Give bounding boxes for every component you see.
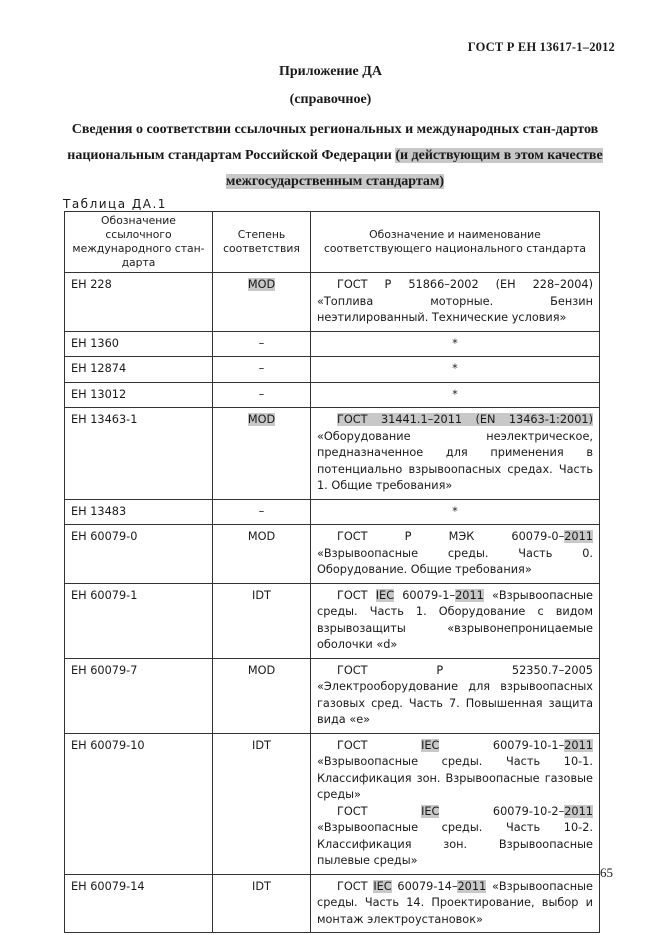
- standard-code: 60079-10-2–: [439, 804, 565, 818]
- standard-prefix: ГОСТ: [337, 804, 422, 818]
- standard-cell: *: [311, 357, 600, 383]
- column-header-ref: Обозначение ссылочного международного стан-дарта: [65, 212, 213, 273]
- standard-text: [317, 804, 593, 870]
- standard-code-highlight: ГОСТ 31441.1–2011 (EN 13463-1:2001): [337, 413, 593, 426]
- table-row: [65, 583, 600, 658]
- year-highlight: 2011: [564, 530, 593, 543]
- year-highlight: 2011: [564, 738, 593, 752]
- standard-text: [317, 738, 593, 804]
- standard-prefix: ГОСТ: [337, 738, 422, 752]
- standard-cell: [311, 408, 600, 500]
- table-row: [65, 357, 600, 383]
- standard-title: «Взрывоопасные среды. Часть 10-2. Классификация зон. Взрывоопасные пылевые среды»: [317, 821, 593, 867]
- document-code: ГОСТ Р ЕН 13617-1–2012: [467, 40, 615, 54]
- degree-cell: –: [213, 331, 311, 357]
- ref-cell: ЕН 13012: [65, 382, 213, 408]
- standard-title: «Взрывоопасные среды. Часть 14. Проектирование, выбор и монтаж электроустановок»: [317, 879, 593, 926]
- table-header-row: [65, 212, 600, 273]
- degree-cell: [213, 408, 311, 500]
- table-row: [65, 525, 600, 584]
- standard-code: 60079-1–: [394, 588, 456, 602]
- iec-highlight: IEC: [421, 804, 440, 818]
- standard-text: [317, 879, 593, 929]
- page-number: 65: [600, 865, 613, 880]
- ref-cell: ЕН 1360: [65, 331, 213, 357]
- standard-prefix: ГОСТ: [337, 588, 376, 602]
- standard-cell: [311, 525, 600, 584]
- standard-title: «Взрывоопасные среды. Часть 10-1. Классификация зон. Взрывоопасные газовые среды»: [317, 755, 593, 801]
- degree-value: MOD: [247, 278, 276, 291]
- degree-value: MOD: [247, 413, 276, 426]
- ref-cell: ЕН 60079-10: [65, 733, 213, 874]
- table-caption: Таблица ДА.1: [63, 197, 167, 211]
- degree-cell: [213, 273, 311, 332]
- standard-prefix: ГОСТ: [337, 879, 374, 893]
- degree-cell: –: [213, 357, 311, 383]
- appendix-heading: [60, 117, 610, 195]
- iec-highlight: IEC: [375, 588, 395, 602]
- ref-cell: ЕН 12874: [65, 357, 213, 383]
- table-row: [65, 382, 600, 408]
- heading-highlight: (и действующим в этом качестве межгосударственным стандартам): [225, 148, 603, 189]
- standard-cell: [311, 733, 600, 874]
- standard-cell: [311, 658, 600, 733]
- standard-text: [317, 529, 593, 579]
- table-row: [65, 874, 600, 933]
- standard-title: «Взрывоопасные среды. Часть 0. Оборудование. Общие требования»: [317, 546, 593, 576]
- ref-cell: ЕН 60079-7: [65, 658, 213, 733]
- iec-highlight: IEC: [421, 738, 440, 752]
- appendix-title: Приложение ДА: [278, 64, 383, 79]
- year-highlight: 2011: [457, 879, 487, 893]
- standards-table: [64, 211, 600, 933]
- appendix-subtitle: (справочное): [289, 92, 372, 107]
- standard-cell: [311, 273, 600, 332]
- ref-cell: ЕН 13463-1: [65, 408, 213, 500]
- standard-cell: *: [311, 382, 600, 408]
- ref-cell: ЕН 60079-14: [65, 874, 213, 933]
- iec-highlight: IEC: [373, 879, 392, 893]
- column-header-degree: Степень соответствия: [213, 212, 311, 273]
- degree-cell: IDT: [213, 874, 311, 933]
- heading-text: Сведения о соответствии ссылочных региональных и международных стан-дартов национальным стандартам Российской Федерации: [67, 122, 599, 163]
- table-row: [65, 658, 600, 733]
- standard-text: ГОСТ Р 51866–2002 (ЕН 228–2004) «Топлива моторные. Бензин неэтилированный. Технические условия»: [317, 278, 593, 324]
- standard-code: ГОСТ Р МЭК 60079-0–: [337, 530, 565, 543]
- year-highlight: 2011: [564, 804, 593, 818]
- ref-cell: ЕН 13483: [65, 499, 213, 525]
- standard-text: ГОСТ Р 52350.7–2005 «Электрооборудование для взрывоопасных газовых сред. Часть 7. Повышенная защита вида «е»: [317, 663, 593, 726]
- standard-title: «Взрывоопасные среды. Часть 1. Оборудование с видом взрывозащиты «взрывонепроницаемые оболочки «d»: [317, 588, 593, 651]
- standard-text: [317, 588, 593, 654]
- standard-title: «Оборудование неэлектрическое, предназначенное для применения в потенциально взрывоопасных средах. Часть 1. Общие требования»: [317, 429, 593, 492]
- standard-cell: [311, 583, 600, 658]
- ref-cell: ЕН 60079-0: [65, 525, 213, 584]
- degree-cell: –: [213, 499, 311, 525]
- standard-cell: [311, 874, 600, 933]
- ref-cell: ЕН 228: [65, 273, 213, 332]
- degree-cell: IDT: [213, 733, 311, 874]
- degree-cell: MOD: [213, 525, 311, 584]
- column-header-standard: Обозначение и наименование соответствующего национального стандарта: [311, 212, 600, 273]
- degree-cell: MOD: [213, 658, 311, 733]
- table-row: [65, 331, 600, 357]
- year-highlight: 2011: [455, 588, 484, 602]
- table-row: [65, 273, 600, 332]
- standard-cell: *: [311, 331, 600, 357]
- table-row: [65, 499, 600, 525]
- standard-text: [317, 412, 593, 495]
- table-row: [65, 408, 600, 500]
- degree-cell: IDT: [213, 583, 311, 658]
- standard-code: 60079-10-1–: [439, 738, 565, 752]
- degree-cell: –: [213, 382, 311, 408]
- standard-code: 60079-14–: [391, 879, 458, 893]
- standard-cell: *: [311, 499, 600, 525]
- table-row: [65, 733, 600, 874]
- ref-cell: ЕН 60079-1: [65, 583, 213, 658]
